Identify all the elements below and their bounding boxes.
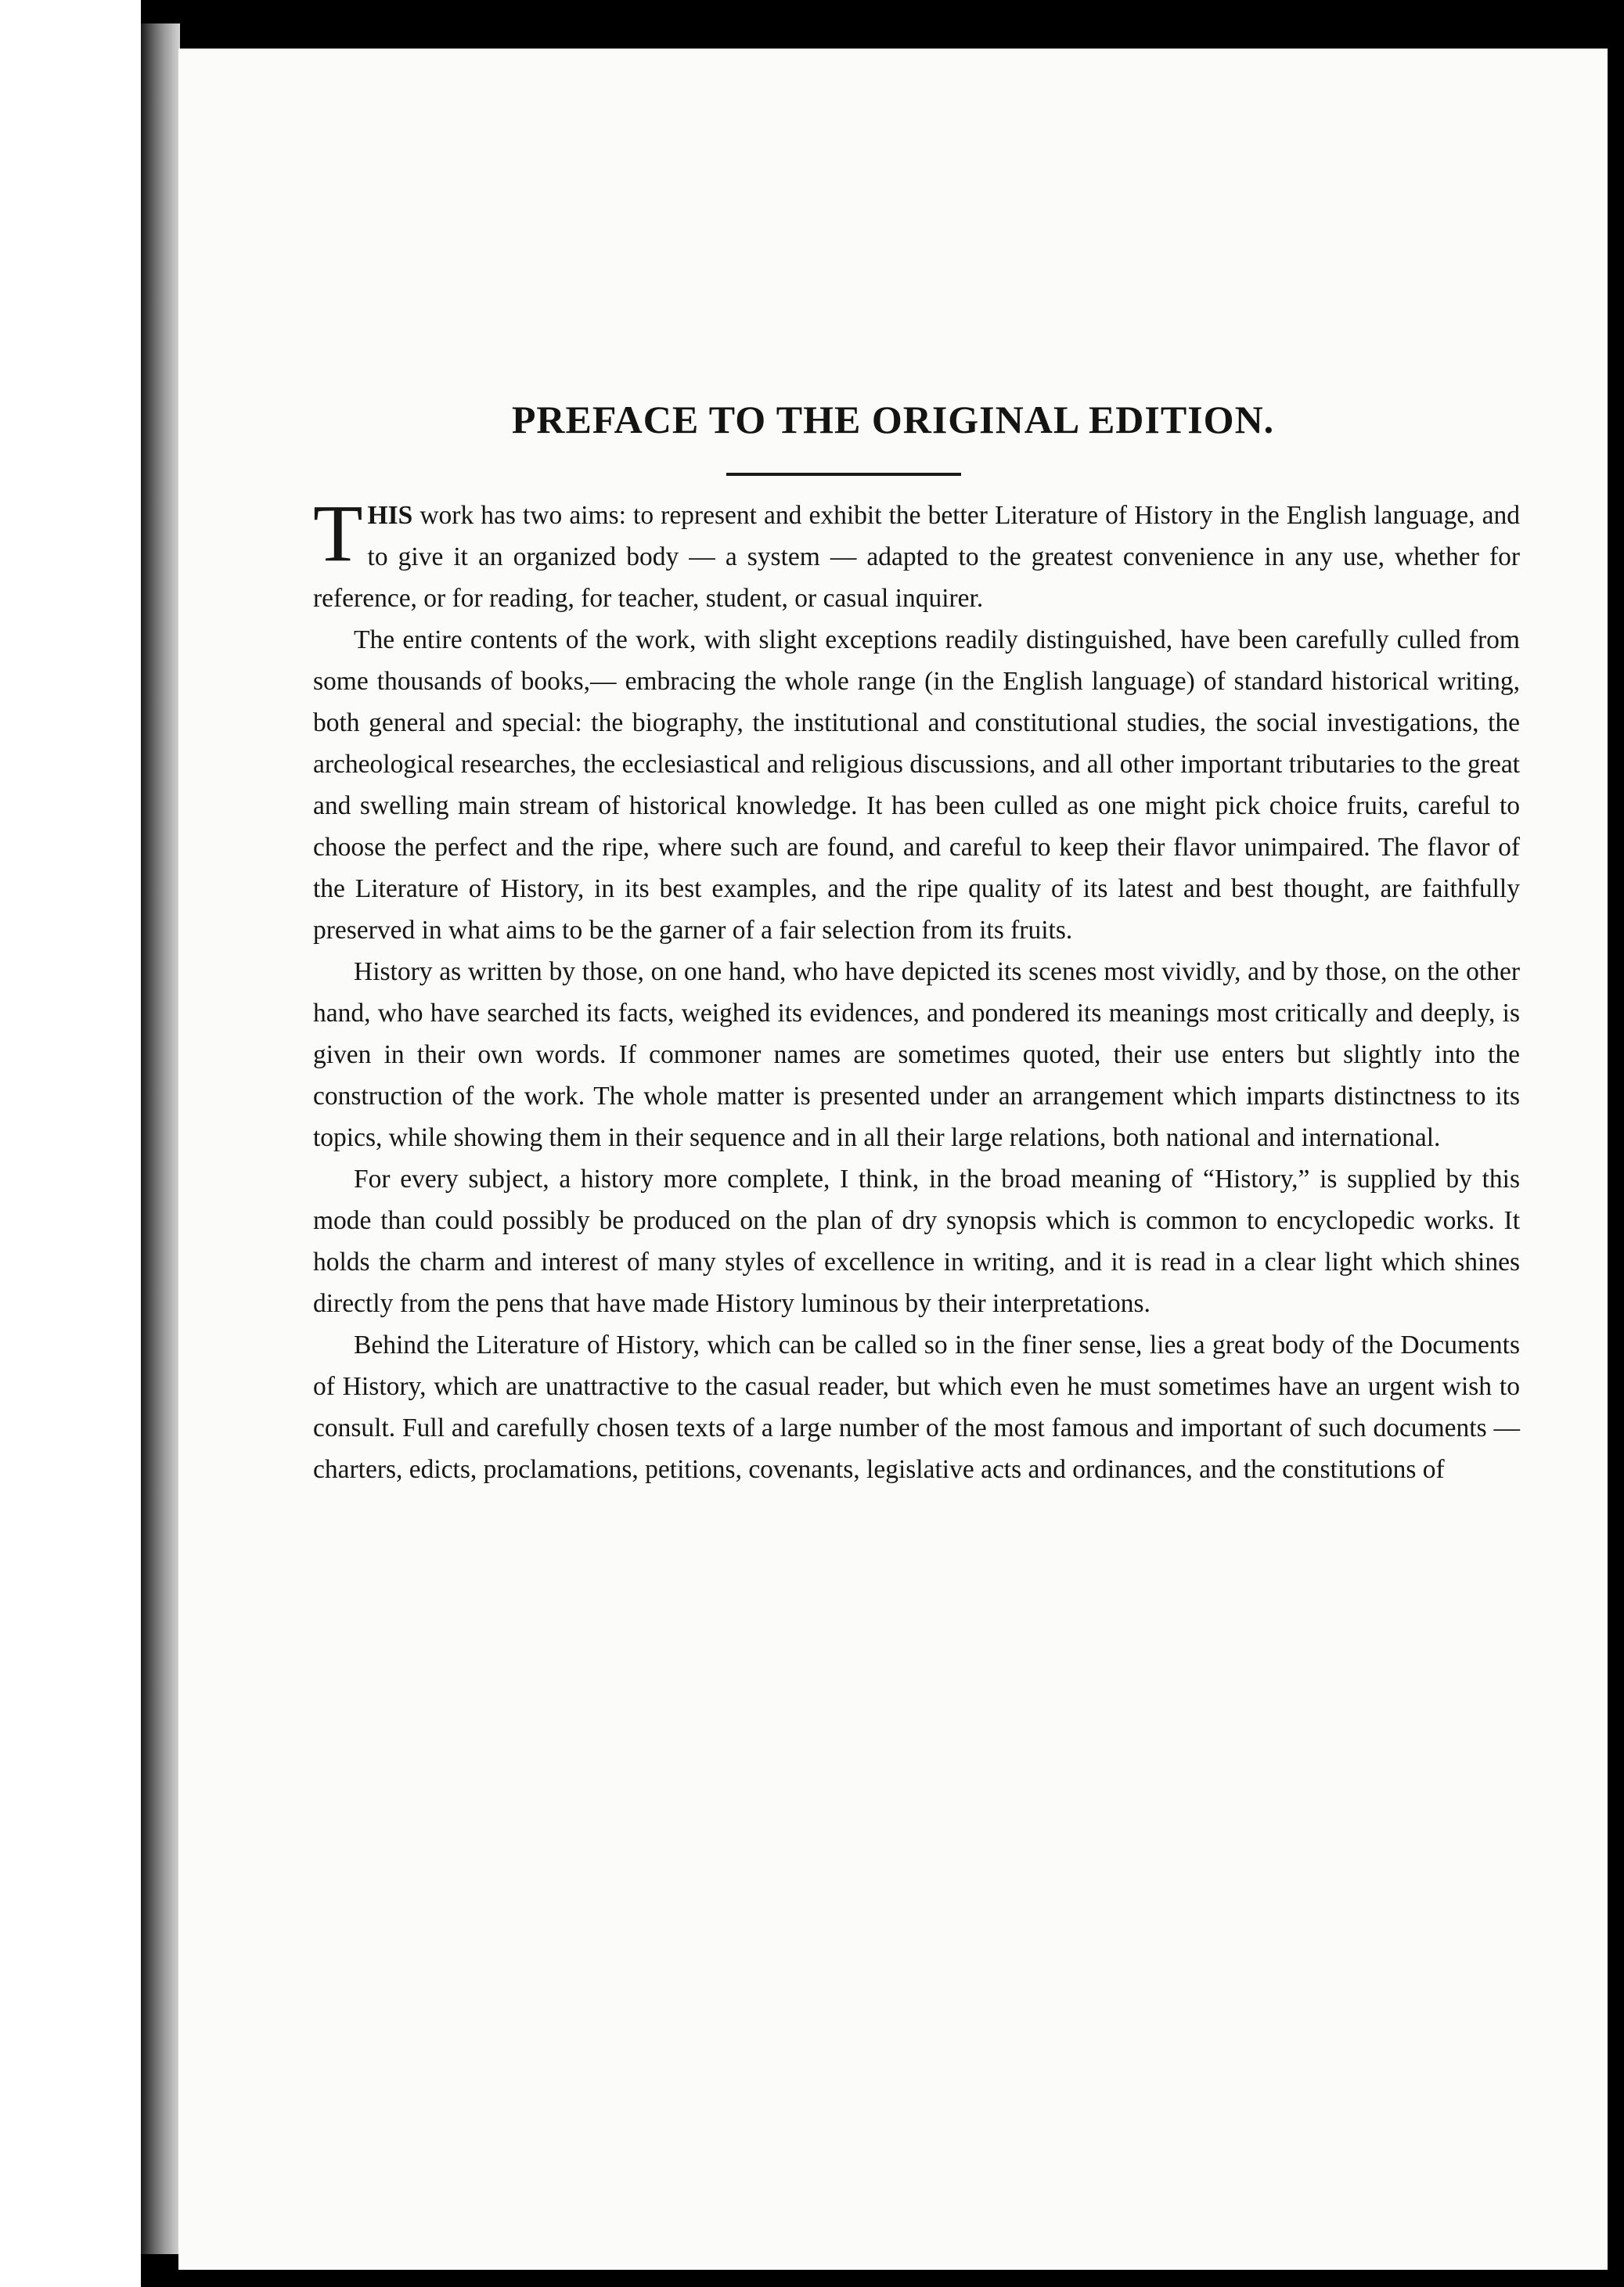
paragraph-4: For every subject, a history more complete, I think, in the broad meaning of “History,” is supplied by this mode than could possibly be produced on the plan of dry synopsis which is common to encyclopedic works. It holds the charm and interest of many styles of excellence in writing, and it is read in a clear light which shines directly from the pens that have made History luminous by their interpretations. bbox=[313, 1165, 1520, 1318]
book-gutter-shadow bbox=[141, 23, 180, 2254]
paragraph-1 bbox=[313, 488, 1520, 619]
first-word-rest: HIS bbox=[367, 501, 413, 530]
drop-cap: T bbox=[313, 488, 363, 578]
paragraph-1-text: work has two aims: to represent and exhibit the better Literature of History in the English language, and to give it an organized body — a system — adapted to the greatest convenience in any use, whether for reference, or for reading, for teacher, student, or casual inquirer. bbox=[313, 501, 1520, 613]
heading-rule bbox=[726, 473, 961, 476]
scan-left-margin bbox=[0, 0, 141, 2287]
paragraph-3: History as written by those, on one hand, who have depicted its scenes most vividly, and by those, on the other hand, who have searched its facts, weighed its evidences, and pondered its meanings most critically and deeply, is given in their own words. If commoner names are sometimes quoted, their use enters but slightly into the construction of the work. The whole matter is presented under an arrangement which imparts distinctness to its topics, while showing them in their sequence and in all their large relations, both national and international. bbox=[313, 957, 1520, 1152]
book-page bbox=[178, 49, 1608, 2270]
page-heading: PREFACE TO THE ORIGINAL EDITION. bbox=[511, 398, 1275, 441]
paragraph-2: The entire contents of the work, with slight exceptions readily distinguished, have been carefully culled from some thousands of books,— embracing the whole range (in the English language) of standard historical writing, both general and special: the biography, the institutional and constitutional studies, the social investigations, the archeological researches, the ecclesiastical and religious discussions, and all other important tributaries to the great and swelling main stream of historical knowledge. It has been culled as one might pick choice fruits, careful to choose the perfect and the ripe, where such are found, and careful to keep their flavor unimpaired. The flavor of the Literature of History, in its best examples, and the ripe quality of its latest and best thought, are faithfully preserved in what aims to be the garner of a fair selection from its fruits. bbox=[313, 625, 1520, 945]
preface-body bbox=[313, 488, 1520, 1490]
paragraph-5: Behind the Literature of History, which can be called so in the finer sense, lies a great body of the Documents of History, which are unattractive to the casual reader, but which even he must sometimes have an urgent wish to consult. Full and carefully chosen texts of a large number of the most famous and important of such documents — charters, edicts, proclamations, petitions, covenants, legislative acts and ordinances, and the constitutions of bbox=[313, 1331, 1520, 1484]
